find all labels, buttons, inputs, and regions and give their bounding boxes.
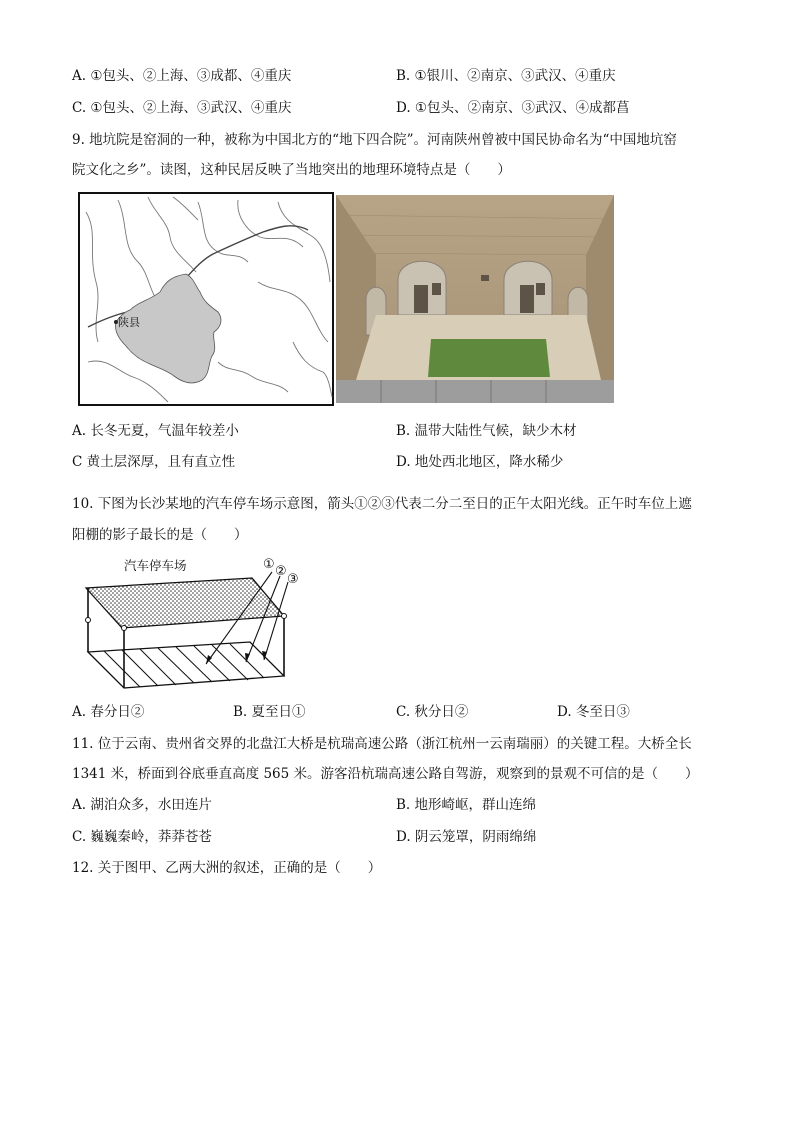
q11-stem-line1: 11. 位于云南、贵州省交界的北盘江大桥是杭瑞高速公路（浙江杭州一云南瑞丽）的关键工程。大桥全长 bbox=[72, 736, 692, 752]
cave-courtyard-photo-icon bbox=[336, 195, 614, 403]
q8-option-c: C. ①包头、②上海、③武汉、④重庆 bbox=[72, 100, 292, 116]
q8-option-a: A. ①包头、②上海、③成都、④重庆 bbox=[72, 68, 292, 84]
q11-option-c: C. 巍巍秦岭，莽莽苍苍 bbox=[72, 829, 212, 845]
q9-stem-line2: 院文化之乡”。读图，这种民居反映了当地突出的地理环境特点是（ ） bbox=[72, 162, 511, 178]
q9-option-d: D. 地处西北地区，降水稀少 bbox=[396, 454, 564, 470]
q10-option-a: A. 春分日② bbox=[72, 704, 145, 720]
q9-option-b: B. 温带大陆性气候，缺少木材 bbox=[396, 423, 577, 439]
q10-option-b: B. 夏至日① bbox=[233, 704, 306, 720]
q9-photo-figure bbox=[336, 195, 614, 403]
q11-option-d: D. 阴云笼罩，阴雨绵绵 bbox=[396, 829, 537, 845]
q8-option-d: D. ①包头、②南京、③武汉、④成都菖 bbox=[396, 100, 630, 116]
q9-option-a: A. 长冬无夏，气温年较差小 bbox=[72, 423, 239, 439]
q10-option-c: C. 秋分日② bbox=[396, 704, 469, 720]
q10-stem-line2: 阳棚的影子最长的是（ ） bbox=[72, 527, 248, 543]
q11-option-b: B. 地形崎岖，群山连绵 bbox=[396, 797, 537, 813]
q10-marker-2: ② bbox=[275, 564, 287, 579]
q10-stem-line1: 10. 下图为长沙某地的汽车停车场示意图，箭头①②③代表二分二至日的正午太阳光线。正午时车位上遮 bbox=[72, 496, 692, 512]
q10-marker-1: ① bbox=[263, 557, 275, 572]
henan-map-icon bbox=[78, 192, 334, 406]
q10-marker-3: ③ bbox=[287, 572, 299, 587]
q12-stem: 12. 关于图甲、乙两大洲的叙述，正确的是（ ） bbox=[72, 860, 382, 876]
q10-parking-figure bbox=[74, 554, 314, 694]
q9-map-figure bbox=[78, 192, 334, 406]
q10-option-d: D. 冬至日③ bbox=[557, 704, 630, 720]
q9-stem-line1: 9. 地坑院是窑洞的一种，被称为中国北方的“地下四合院”。河南陕州曾被中国民协命名为“中国地坑窑 bbox=[72, 132, 677, 148]
q9-option-c: C 黄土层深厚，且有直立性 bbox=[72, 454, 236, 470]
q8-option-b: B. ①银川、②南京、③武汉、④重庆 bbox=[396, 68, 616, 84]
parking-lot-diagram-icon bbox=[74, 554, 314, 694]
q9-map-label-shanxian: 陕县 bbox=[118, 316, 140, 329]
q11-option-a: A. 湖泊众多，水田连片 bbox=[72, 797, 212, 813]
q10-figure-title: 汽车停车场 bbox=[124, 558, 187, 573]
q11-stem-line2: 1341 米，桥面到谷底垂直高度 565 米。游客沿杭瑞高速公路自驾游，观察到的景观不可信的是（ ） bbox=[72, 766, 699, 782]
